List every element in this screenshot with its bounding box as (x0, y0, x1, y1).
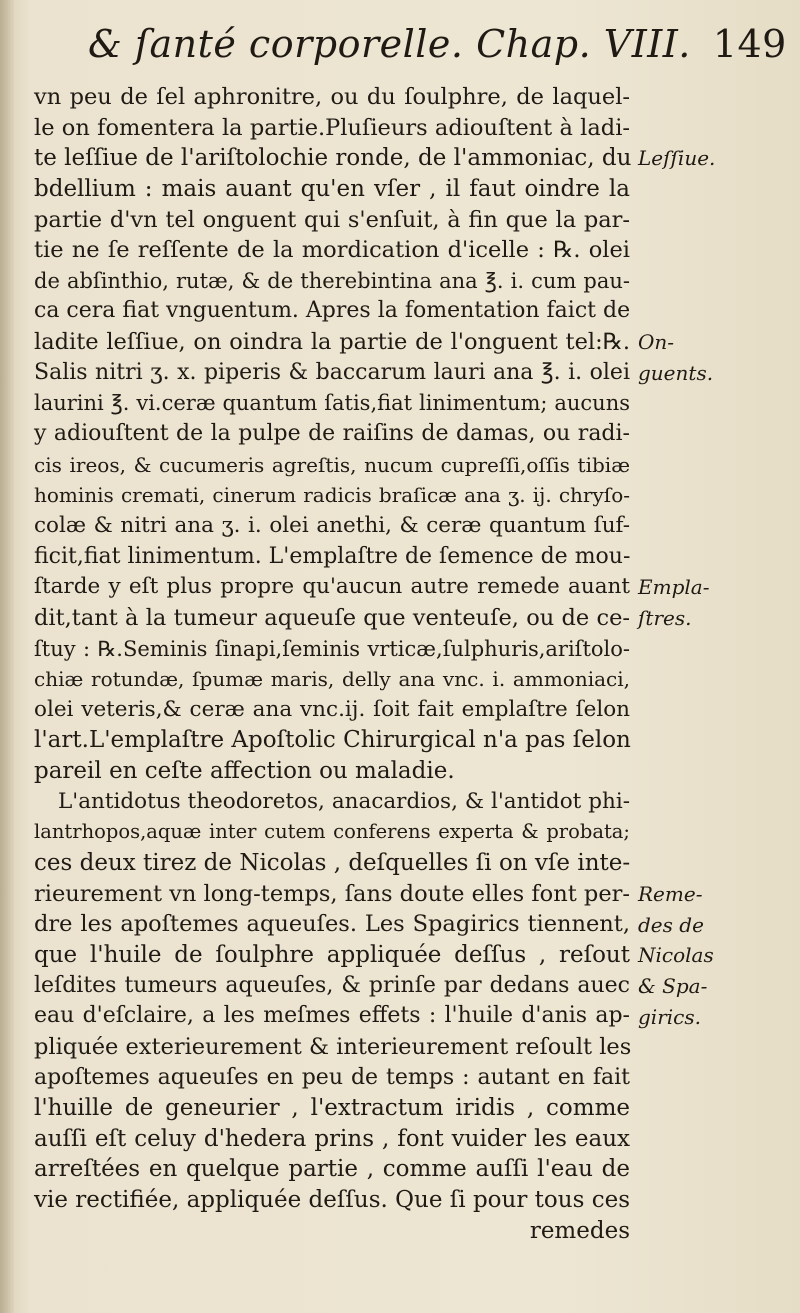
text-line: le on fomentera la partie.Pluſieurs adiouſtent à ladi- (34, 114, 630, 141)
text-line: vie rectifiée, appliquée deſſus. Que ſi pour tous ces (34, 1187, 630, 1214)
text-line: vn peu de ſel aphronitre, ou du ſoulphre, de laquel- (34, 84, 630, 110)
text-block (34, 82, 630, 1246)
text-line: chiæ rotundæ, ſpumæ maris, delly ana vnc. i. ammoniaci, (34, 667, 630, 692)
text-line: eau d'eſclaire, a les meſmes effets : l'huile d'anis ap- (34, 1003, 630, 1029)
text-line: y adiouſtent de la pulpe de raiſins de damas, ou radi- (34, 421, 630, 447)
marginal-note: Reme- (638, 882, 703, 906)
marginal-note: girics. (638, 1005, 701, 1029)
text-line: hominis cremati, cinerum radicis braſicæ ana ʒ. ij. chryſo- (34, 483, 630, 508)
text-line: tie ne ſe reſſente de la mordication d'icelle : ℞. olei (34, 237, 630, 264)
text-line: olei veteris,& ceræ ana vnc.ij. ſoit fait emplaſtre ſelon (34, 696, 630, 722)
text-line: pareil en ceſte affection ou maladie. (34, 758, 455, 785)
text-line: Salis nitri ʒ. x. piperis & baccarum lauri ana ℥. i. olei (34, 359, 630, 385)
text-line: arreſtées en quelque partie , comme auſſi l'eau de (34, 1156, 630, 1183)
marginal-note: des de (638, 913, 704, 937)
text-line: lantrhopos,aquæ inter cutem conferens experta & probata; (34, 820, 630, 844)
text-line: l'art.L'emplaſtre Apoſtolic Chirurgical n'a pas ſelon (34, 727, 631, 754)
text-line: partie d'vn tel onguent qui s'enſuit, à fin que la par- (34, 206, 630, 233)
running-title: & ſanté corporelle. Chap. VIII. (88, 22, 691, 66)
text-line: de abſinthio, rutæ, & de therebintina ana ℥. i. cum pau- (34, 268, 630, 293)
text-line: ſtarde y eſt plus propre qu'aucun autre remede auant (34, 574, 630, 600)
text-line: dit,tant à la tumeur aqueuſe que venteuſe, ou de ce- (34, 604, 630, 631)
text-line: auſſi eſt celuy d'hedera prins , font vuider les eaux (34, 1125, 630, 1152)
text-line: ces deux tirez de Nicolas , deſquelles ſi on vſe inte- (34, 850, 631, 877)
marginal-note: On- (638, 330, 675, 354)
text-line: ladite leſſiue, on oindra la partie de l'onguent tel:℞. (34, 329, 630, 356)
binding-gutter (0, 0, 14, 1313)
marginal-note: Nicolas (638, 943, 714, 967)
text-line: colæ & nitri ana ʒ. i. olei anethi, & ceræ quantum ſuf- (34, 512, 630, 538)
marginal-note: ſtres. (638, 606, 692, 630)
text-line: ficit,fiat linimentum. L'emplaſtre de ſemence de mou- (34, 543, 631, 569)
text-line: leſdites tumeurs aqueuſes, & prinſe par dedans auec (34, 972, 630, 998)
marginal-note: guents. (638, 361, 714, 385)
text-line: cis ireos, & cucumeris agreſtis, nucum cupreſſi,oſſis tibiæ (34, 452, 630, 477)
marginal-note: Leſſiue. (638, 146, 716, 170)
marginal-note: Empla- (638, 575, 710, 599)
text-line: l'huille de geneurier , l'extractum iridis , comme (34, 1095, 630, 1122)
text-line: ca cera fiat vnguentum. Apres la fomentation faict de (34, 298, 631, 324)
text-line: apoſtemes aqueuſes en peu de temps : autant en fait (34, 1064, 630, 1090)
catchword: remedes (529, 1217, 630, 1244)
text-line: bdellium : mais auant qu'en vſer , il faut oindre la (34, 175, 630, 202)
text-line: laurini ℥. vi.ceræ quantum ſatis,fiat linimentum; aucuns (34, 391, 630, 416)
text-line: pliquée exterieurement & interieurement reſoult les (34, 1033, 632, 1060)
text-line: ſtuy : ℞.Seminis ſinapi,ſeminis vrticæ,ſulphuris,ariſtolo- (34, 636, 630, 661)
text-line: L'antidotus theodoretos, anacardios, & l'antidot phi- (58, 788, 630, 814)
page-number: 149 (712, 22, 787, 66)
text-line: que l'huile de ſoulphre appliquée deſſus , reſout (34, 941, 630, 968)
text-line: dre les apoſtemes aqueuſes. Les Spagirics tiennent, (34, 911, 630, 938)
text-line: rieurement vn long-temps, ſans doute elles font per- (34, 880, 630, 907)
marginal-note: & Spa- (638, 974, 708, 998)
running-header (88, 22, 787, 80)
text-line: te leſſiue de l'ariſtolochie ronde, de l'ammoniac, du (34, 145, 632, 172)
